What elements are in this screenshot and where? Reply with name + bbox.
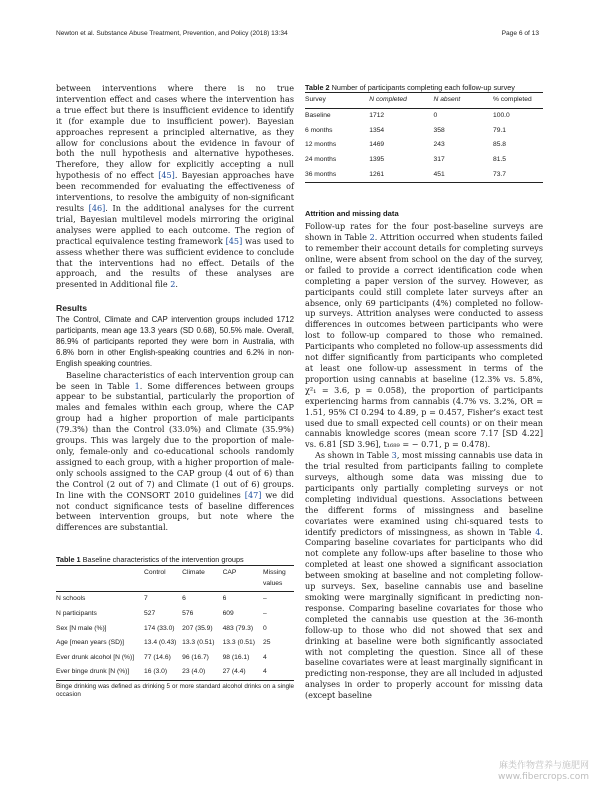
table-link[interactable]: 1 [134, 380, 140, 391]
attrition-paragraph: Follow-up rates for the four post-baseline surveys are shown in Table 2. Attrition occurred when students failed to remember their account details for completing surveys online, were absent from school on the day of the survey, or failed to provide a correct identification code when completing a paper version of the survey. However, as participants could still complete later surveys after an absence, only 69 participants (4%) completed no follow-up surveys. Attrition analyses were conducted to assess differences in outcomes between participants who were lost to follow-up compared to those who remained. Participants who completed no follow-up assessments did not differ significantly from participants who completed at least one follow-up assessment in terms of the proportion using cannabis at baseline (12.3% vs. 5.8%, χ²₁ = 3.6, p = 0.058), the proportion of participants experiencing harms from cannabis (4.7% vs. 3.2%, OR = 1.51, 95% CI 0.294 to 4.89, p = 0.457, Fisher’s exact test used due to small expected cell counts) or on their mean cannabis knowledge scores (mean score 7.17 [SD 4.22] vs. 6.81 [SD 3.96], t₁₆₈₉ = − 0.71, p = 0.478). [305, 221, 543, 450]
table-cell: 7 [144, 595, 148, 603]
table-cell: 6 months [305, 126, 333, 134]
table-row [56, 607, 294, 622]
table-cell: 358 [433, 126, 445, 134]
table-header: Survey [305, 93, 369, 109]
table-cell: 85.8 [493, 141, 507, 149]
table-cell: Age [mean years (SD)] [56, 639, 125, 647]
citation-link[interactable]: [46] [88, 202, 106, 213]
citation-link[interactable]: [45] [158, 170, 175, 181]
intro-paragraph: between interventions where there is no true intervention effect and cases where the intervention has a true effect but there is insufficient evidence to identify it (for example due to insufficient power). Bayesian approaches represent a principled alternative, as they allow for conclusions about the evidence in favour of both the null hypothesis and alternative hypotheses. Therefore, they allow for explicitly accepting a null hypothesis of no effect [45]. Bayesian approaches have been recommended for evaluating the effectiveness of interventions, to resolve the ambiguity of non-significant results [46]. In the additional analyses for the current trial, Bayesian multilevel models mirroring the original analyses were applied to each outcome. The region of practical equivalence testing framework [45] was used to assess whether there was sufficient evidence to conclude that the interventions had no effect. Details of the approach, and the results of these analyses are presented in Additional file 2. [56, 83, 295, 290]
table-cell: 1261 [369, 168, 433, 183]
table-cell: 23 (4.0) [182, 665, 222, 680]
table-cell: – [263, 609, 267, 617]
additional-file-link[interactable]: 2 [170, 279, 176, 290]
table-header: CAP [223, 565, 263, 592]
table-cell: 16 (3.0) [144, 665, 182, 680]
table-link[interactable]: 4 [535, 526, 541, 537]
table-cell: 13.3 (0.51) [222, 639, 255, 647]
table-header: N completed [369, 93, 433, 109]
left-column [56, 83, 294, 699]
table-header: % completed [493, 93, 543, 109]
table-row [305, 153, 543, 168]
table-footnote: Binge drinking was defined as drinking 5 or more standard alcohol drinks on a single occasion [56, 683, 294, 699]
table-cell: 243 [433, 141, 445, 149]
table-header [56, 565, 144, 592]
table-cell: 1354 [369, 126, 385, 134]
table-cell: – [263, 595, 267, 603]
table-cell: 96 (16.7) [182, 653, 209, 661]
table-cell: 6 [222, 595, 227, 603]
table-link[interactable]: 2 [369, 232, 375, 243]
attrition-paragraph: As shown in Table 3, most missing cannabis use data in the trial resulted from participants failing to complete surveys, although some data was missing due to participants only partially completing surveys or not completing individual questions. Associations between the different forms of missingness and baseline covariates were examined using chi-squared tests to identify predictors of missingness, as shown in Table 4. Comparing baseline covariates for participants who did not complete any follow-ups after baseline to those who completed at least one showed a significant association between smoking at baseline and not completing follow-up surveys. Sex, baseline cannabis use and baseline smoking were marginally significant in predicting non-response. Comparing baseline covariates for those who completed the cannabis use question at the 36-month follow-up to those who did not showed that sex and drinking at baseline were both significantly associated with not completing the question. Since all of these baseline covariates were at least marginally significant in predicting non-response, they are all included in adjusted analyses in order to properly account for missing data (except baseline [305, 450, 543, 701]
table-header: Control [144, 565, 182, 592]
table-row [305, 109, 543, 124]
table-header: N absent [434, 93, 494, 109]
follow-up-table [305, 92, 543, 183]
table-header: Climate [182, 565, 222, 592]
table-cell: 24 months [305, 155, 337, 163]
table-cell: 100.0 [493, 112, 510, 120]
table-row [56, 622, 294, 637]
table-row [56, 592, 294, 607]
citation-link[interactable]: [47] [244, 489, 262, 500]
table-cell: 81.5 [493, 155, 507, 163]
results-paragraph: The Control, Climate and CAP intervention groups included 1712 participants, mean age 13.3 years (SD 0.68), 50.5% male. Overall, 86.9% of participants reported they were born in Australia, with 6.8% born in other English-speaking countries and 6.2% in non-English speaking countries. [56, 315, 294, 368]
running-header: Newton et al. Substance Abuse Treatment, Prevention, and Policy (2018) 13:34 [56, 30, 288, 37]
table-cell: Baseline [305, 112, 331, 120]
table-cell: 13.4 (0.43) [144, 639, 177, 647]
table-row [305, 139, 543, 154]
results-heading: Results [56, 303, 88, 314]
table-header: Missing values [263, 565, 294, 592]
table-cell: Ever drunk alcohol [N (%)] [56, 653, 135, 661]
page-number: Page 6 of 13 [501, 30, 539, 37]
table-cell: 1395 [369, 155, 385, 163]
table-caption: Table 2 Number of participants completing each follow-up survey [305, 83, 515, 92]
table-cell: N schools [56, 595, 86, 603]
table-1 [56, 555, 294, 699]
table-cell: 4 [263, 665, 294, 680]
table-row [56, 651, 294, 666]
table-cell: Ever binge drunk [N (%)] [56, 665, 144, 680]
table-cell: 174 (33.0) [144, 624, 175, 632]
table-cell: 25 [263, 639, 271, 647]
watermark-url: www.fibercrops.com [498, 772, 589, 782]
table-cell: 483 (79.3) [222, 624, 254, 632]
attrition-heading: Attrition and missing data [305, 209, 399, 219]
table-cell: 451 [434, 168, 494, 183]
results-paragraph: Baseline characteristics of each intervention group can be seen in Table 1. Some differences between groups appear to be substantial, particularly the proportion of males and females within each group, where the CAP group had a higher proportion of male participants (79.3%) than the Control (33.0%) and Climate (35.9%) groups. This was largely due to the proportion of male-only, female-only and co-educational schools randomly assigned to each group, with a higher proportion of male-only schools assigned to the CAP group (4 out of 6) than the Control (2 out of 7) and Climate (1 out of 6) groups. In line with the CONSORT 2010 guidelines [47] we did not conduct significance tests of baseline differences between intervention groups, but note where the differences are substantial. [56, 369, 294, 533]
watermark [498, 761, 589, 783]
table-cell: 1469 [369, 141, 385, 149]
table-cell: 13.3 (0.51) [182, 639, 215, 647]
table-2 [305, 83, 543, 183]
table-cell: 0 [263, 624, 267, 632]
right-column [305, 83, 543, 701]
table-cell: 317 [433, 155, 445, 163]
baseline-table [56, 565, 294, 681]
table-row [305, 168, 543, 183]
table-link[interactable]: 3 [391, 450, 397, 461]
table-row [305, 124, 543, 139]
table-cell: Sex [N male (%)] [56, 624, 107, 632]
table-row [56, 665, 294, 680]
table-cell: N participants [56, 609, 97, 617]
table-cell: 77 (14.6) [144, 653, 171, 661]
table-cell: 12 months [305, 141, 337, 149]
table-cell: 0 [433, 112, 438, 120]
citation-link[interactable]: [45] [225, 235, 243, 246]
table-caption: Table 1 Baseline characteristics of the intervention groups [56, 555, 244, 565]
table-cell: 79.1 [493, 126, 507, 134]
table-row [56, 636, 294, 651]
table-cell: 609 [222, 609, 234, 617]
table-cell: 73.7 [493, 168, 543, 183]
table-cell: 207 (35.9) [182, 624, 213, 632]
table-cell: 36 months [305, 168, 369, 183]
table-cell: 6 [182, 595, 186, 603]
table-cell: 27 (4.4) [223, 665, 263, 680]
table-cell: 527 [144, 609, 156, 617]
watermark-text: 麻类作物营养与施肥网 [498, 761, 589, 771]
table-cell: 4 [263, 653, 267, 661]
table-cell: 1712 [369, 112, 385, 120]
table-cell: 576 [182, 609, 194, 617]
table-cell: 98 (16.1) [222, 653, 250, 661]
